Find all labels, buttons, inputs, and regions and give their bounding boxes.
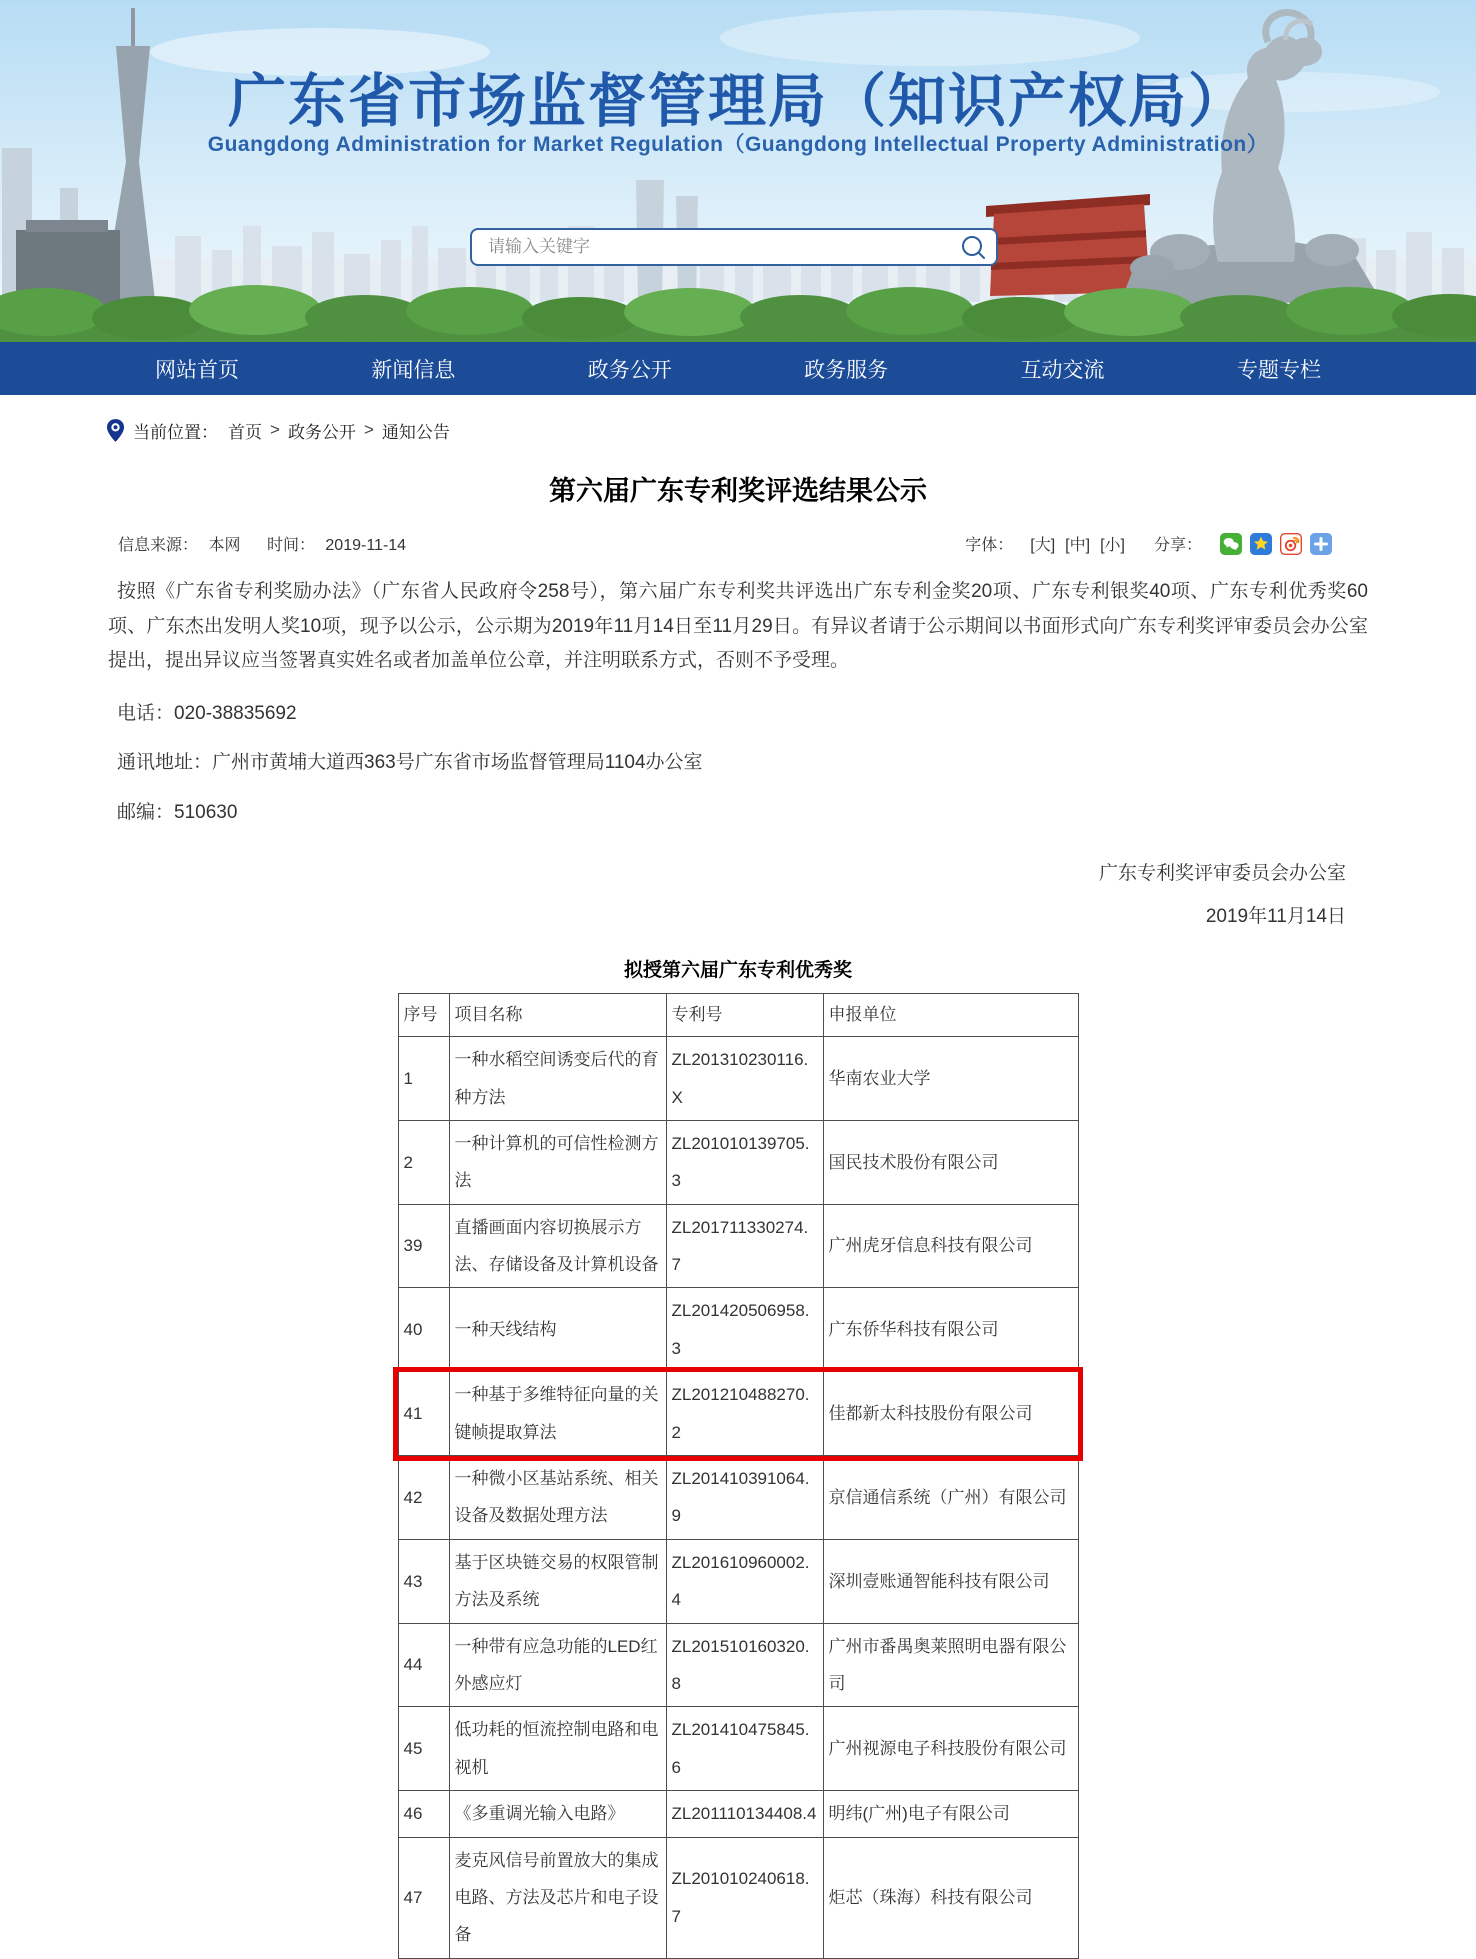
table-row-highlighted bbox=[398, 1372, 1078, 1456]
share-qzone-star-icon[interactable] bbox=[1250, 533, 1272, 555]
table-row bbox=[398, 1037, 1078, 1121]
cell-applicant: 国民技术股份有限公司 bbox=[823, 1120, 1078, 1204]
cell-applicant: 广东侨华科技有限公司 bbox=[823, 1288, 1078, 1372]
article-meta bbox=[108, 532, 1368, 555]
cell-applicant: 京信通信系统（广州）有限公司 bbox=[823, 1456, 1078, 1540]
cell-no: 42 bbox=[398, 1456, 449, 1540]
breadcrumb-gov-affairs-open[interactable]: 政务公开 bbox=[287, 422, 356, 442]
cell-no: 39 bbox=[398, 1204, 449, 1288]
cell-project-name: 一种计算机的可信性检测方法 bbox=[449, 1120, 666, 1204]
signature-block bbox=[108, 853, 1368, 939]
breadcrumb bbox=[106, 416, 1476, 444]
cell-no: 44 bbox=[398, 1623, 449, 1707]
col-header-no: 序号 bbox=[398, 993, 449, 1036]
cell-applicant: 广州视源电子科技股份有限公司 bbox=[823, 1707, 1078, 1791]
cell-applicant: 广州虎牙信息科技有限公司 bbox=[823, 1204, 1078, 1288]
cell-patent-no: ZL201010139705.3 bbox=[666, 1120, 823, 1204]
site-title: 广东省市场监督管理局（知识产权局） bbox=[227, 69, 1248, 134]
nav-item-gov-affairs-open[interactable]: 政务公开 bbox=[587, 358, 672, 382]
source-value: 本网 bbox=[208, 537, 241, 554]
cell-no: 45 bbox=[398, 1707, 449, 1791]
table-row bbox=[398, 1288, 1078, 1372]
breadcrumb-home[interactable]: 首页 bbox=[228, 422, 262, 442]
share-more-icon[interactable] bbox=[1310, 533, 1332, 555]
cell-project-name: 基于区块链交易的权限管制方法及系统 bbox=[449, 1539, 666, 1623]
cell-no: 40 bbox=[398, 1288, 449, 1372]
share-wechat-icon[interactable] bbox=[1220, 533, 1242, 555]
share-label: 分享： bbox=[1153, 537, 1202, 554]
cell-project-name: 一种水稻空间诱变后代的育种方法 bbox=[449, 1037, 666, 1121]
cell-project-name: 直播画面内容切换展示方法、存储设备及计算机设备 bbox=[449, 1204, 666, 1288]
search-input[interactable] bbox=[486, 236, 960, 258]
time-value: 2019-11-14 bbox=[325, 537, 407, 554]
cell-applicant: 深圳壹账通智能科技有限公司 bbox=[823, 1539, 1078, 1623]
font-size-label: 字体： bbox=[965, 537, 1014, 554]
cell-no: 43 bbox=[398, 1539, 449, 1623]
cell-project-name: 一种带有应急功能的LED红外感应灯 bbox=[449, 1623, 666, 1707]
nav-item-news[interactable]: 新闻信息 bbox=[371, 358, 456, 382]
table-row bbox=[398, 1791, 1078, 1837]
table-row bbox=[398, 1456, 1078, 1540]
table-title: 拟授第六届广东专利优秀奖 bbox=[623, 959, 852, 981]
table-row bbox=[398, 1623, 1078, 1707]
col-header-project-name: 项目名称 bbox=[449, 993, 666, 1036]
site-subtitle-en: Guangdong Administration for Market Regulation（Guangdong Intellectual Property Administration） bbox=[207, 133, 1269, 156]
time-label: 时间： bbox=[266, 537, 315, 554]
award-table bbox=[398, 993, 1079, 1959]
cell-project-name: 一种天线结构 bbox=[449, 1288, 666, 1372]
address-line: 通讯地址：广州市黄埔大道西363号广东省市场监督管理局1104办公室 bbox=[117, 752, 703, 774]
main-nav bbox=[0, 342, 1476, 395]
site-banner bbox=[0, 0, 1476, 342]
banner-cityscape-image bbox=[0, 0, 1476, 342]
cell-no: 1 bbox=[398, 1037, 449, 1121]
site-search bbox=[470, 228, 998, 266]
col-header-patent-no: 专利号 bbox=[666, 993, 823, 1036]
cell-applicant: 炬芯（珠海）科技有限公司 bbox=[823, 1837, 1078, 1958]
table-row bbox=[398, 1204, 1078, 1288]
cell-applicant: 华南农业大学 bbox=[823, 1037, 1078, 1121]
cell-patent-no: ZL201610960002.4 bbox=[666, 1539, 823, 1623]
cell-no: 46 bbox=[398, 1791, 449, 1837]
font-size-large-button[interactable]: [大] bbox=[1030, 537, 1056, 554]
signature-date: 2019年11月14日 bbox=[1205, 905, 1346, 927]
table-row bbox=[398, 1707, 1078, 1791]
cell-project-name: 一种微小区基站系统、相关设备及数据处理方法 bbox=[449, 1456, 666, 1540]
cell-no: 2 bbox=[398, 1120, 449, 1204]
font-size-medium-button[interactable]: [中] bbox=[1065, 537, 1091, 554]
cell-patent-no: ZL201711330274.7 bbox=[666, 1204, 823, 1288]
page-title: 第六届广东专利奖评选结果公示 bbox=[549, 476, 927, 506]
search-button[interactable] bbox=[960, 234, 986, 260]
location-pin-icon bbox=[106, 418, 125, 443]
nav-item-home[interactable]: 网站首页 bbox=[155, 358, 239, 382]
table-header-row bbox=[398, 993, 1078, 1036]
announcement-paragraph: 按照《广东省专利奖励办法》（广东省人民政府令258号），第六届广东专利奖共评选出广东专利金奖20项、广东专利银奖40项、广东专利优秀奖60项、广东杰出发明人奖10项，现予以公示，公示期为2019年11月14日至11月29日。有异议者请于公示期间以书面形式向广东专利奖评审委员会办公室提出，提出异议应当签署真实姓名或者加盖单位公章，并注明联系方式，否则不予受理。 bbox=[108, 581, 1368, 672]
cell-project-name: 麦克风信号前置放大的集成电路、方法及芯片和电子设备 bbox=[449, 1837, 666, 1958]
breadcrumb-notices[interactable]: 通知公告 bbox=[381, 422, 450, 442]
cell-patent-no: ZL201510160320.8 bbox=[666, 1623, 823, 1707]
nav-item-gov-services[interactable]: 政务服务 bbox=[804, 358, 889, 382]
cell-project-name: 一种基于多维特征向量的关键帧提取算法 bbox=[449, 1372, 666, 1456]
table-row bbox=[398, 1837, 1078, 1958]
cell-patent-no: ZL201310230116.X bbox=[666, 1037, 823, 1121]
breadcrumb-separator: > bbox=[270, 420, 280, 439]
cell-applicant: 佳都新太科技股份有限公司 bbox=[823, 1372, 1078, 1456]
cell-patent-no: ZL201210488270.2 bbox=[666, 1372, 823, 1456]
cell-project-name: 低功耗的恒流控制电路和电视机 bbox=[449, 1707, 666, 1791]
cell-project-name: 《多重调光输入电路》 bbox=[449, 1791, 666, 1837]
article-meta-right bbox=[965, 532, 1368, 555]
table-row bbox=[398, 1120, 1078, 1204]
col-header-applicant: 申报单位 bbox=[823, 993, 1078, 1036]
nav-item-special-topics[interactable]: 专题专栏 bbox=[1236, 358, 1321, 382]
cell-patent-no: ZL201110134408.4 bbox=[666, 1791, 823, 1837]
font-size-small-button[interactable]: [小] bbox=[1100, 537, 1125, 554]
breadcrumb-label: 当前位置： bbox=[133, 422, 218, 442]
cell-applicant: 广州市番禺奥莱照明电器有限公司 bbox=[823, 1623, 1078, 1707]
cell-patent-no: ZL201410391064.9 bbox=[666, 1456, 823, 1540]
table-row bbox=[398, 1539, 1078, 1623]
article-meta-left bbox=[108, 532, 428, 555]
article bbox=[108, 469, 1368, 1959]
cell-no: 47 bbox=[398, 1837, 449, 1958]
cell-applicant: 明纬(广州)电子有限公司 bbox=[823, 1791, 1078, 1837]
source-label: 信息来源： bbox=[118, 537, 199, 554]
share-weibo-icon[interactable] bbox=[1280, 533, 1302, 555]
postcode-line: 邮编：510630 bbox=[117, 801, 238, 823]
cell-patent-no: ZL201010240618.7 bbox=[666, 1837, 823, 1958]
cell-patent-no: ZL201420506958.3 bbox=[666, 1288, 823, 1372]
signature-org: 广东专利奖评审委员会办公室 bbox=[1098, 863, 1346, 885]
phone-line: 电话：020-38835692 bbox=[117, 702, 297, 724]
cell-no: 41 bbox=[398, 1372, 449, 1456]
magnifier-icon bbox=[960, 234, 986, 260]
breadcrumb-separator: > bbox=[363, 420, 374, 439]
cell-patent-no: ZL201410475845.6 bbox=[666, 1707, 823, 1791]
nav-item-interaction[interactable]: 互动交流 bbox=[1020, 358, 1105, 382]
